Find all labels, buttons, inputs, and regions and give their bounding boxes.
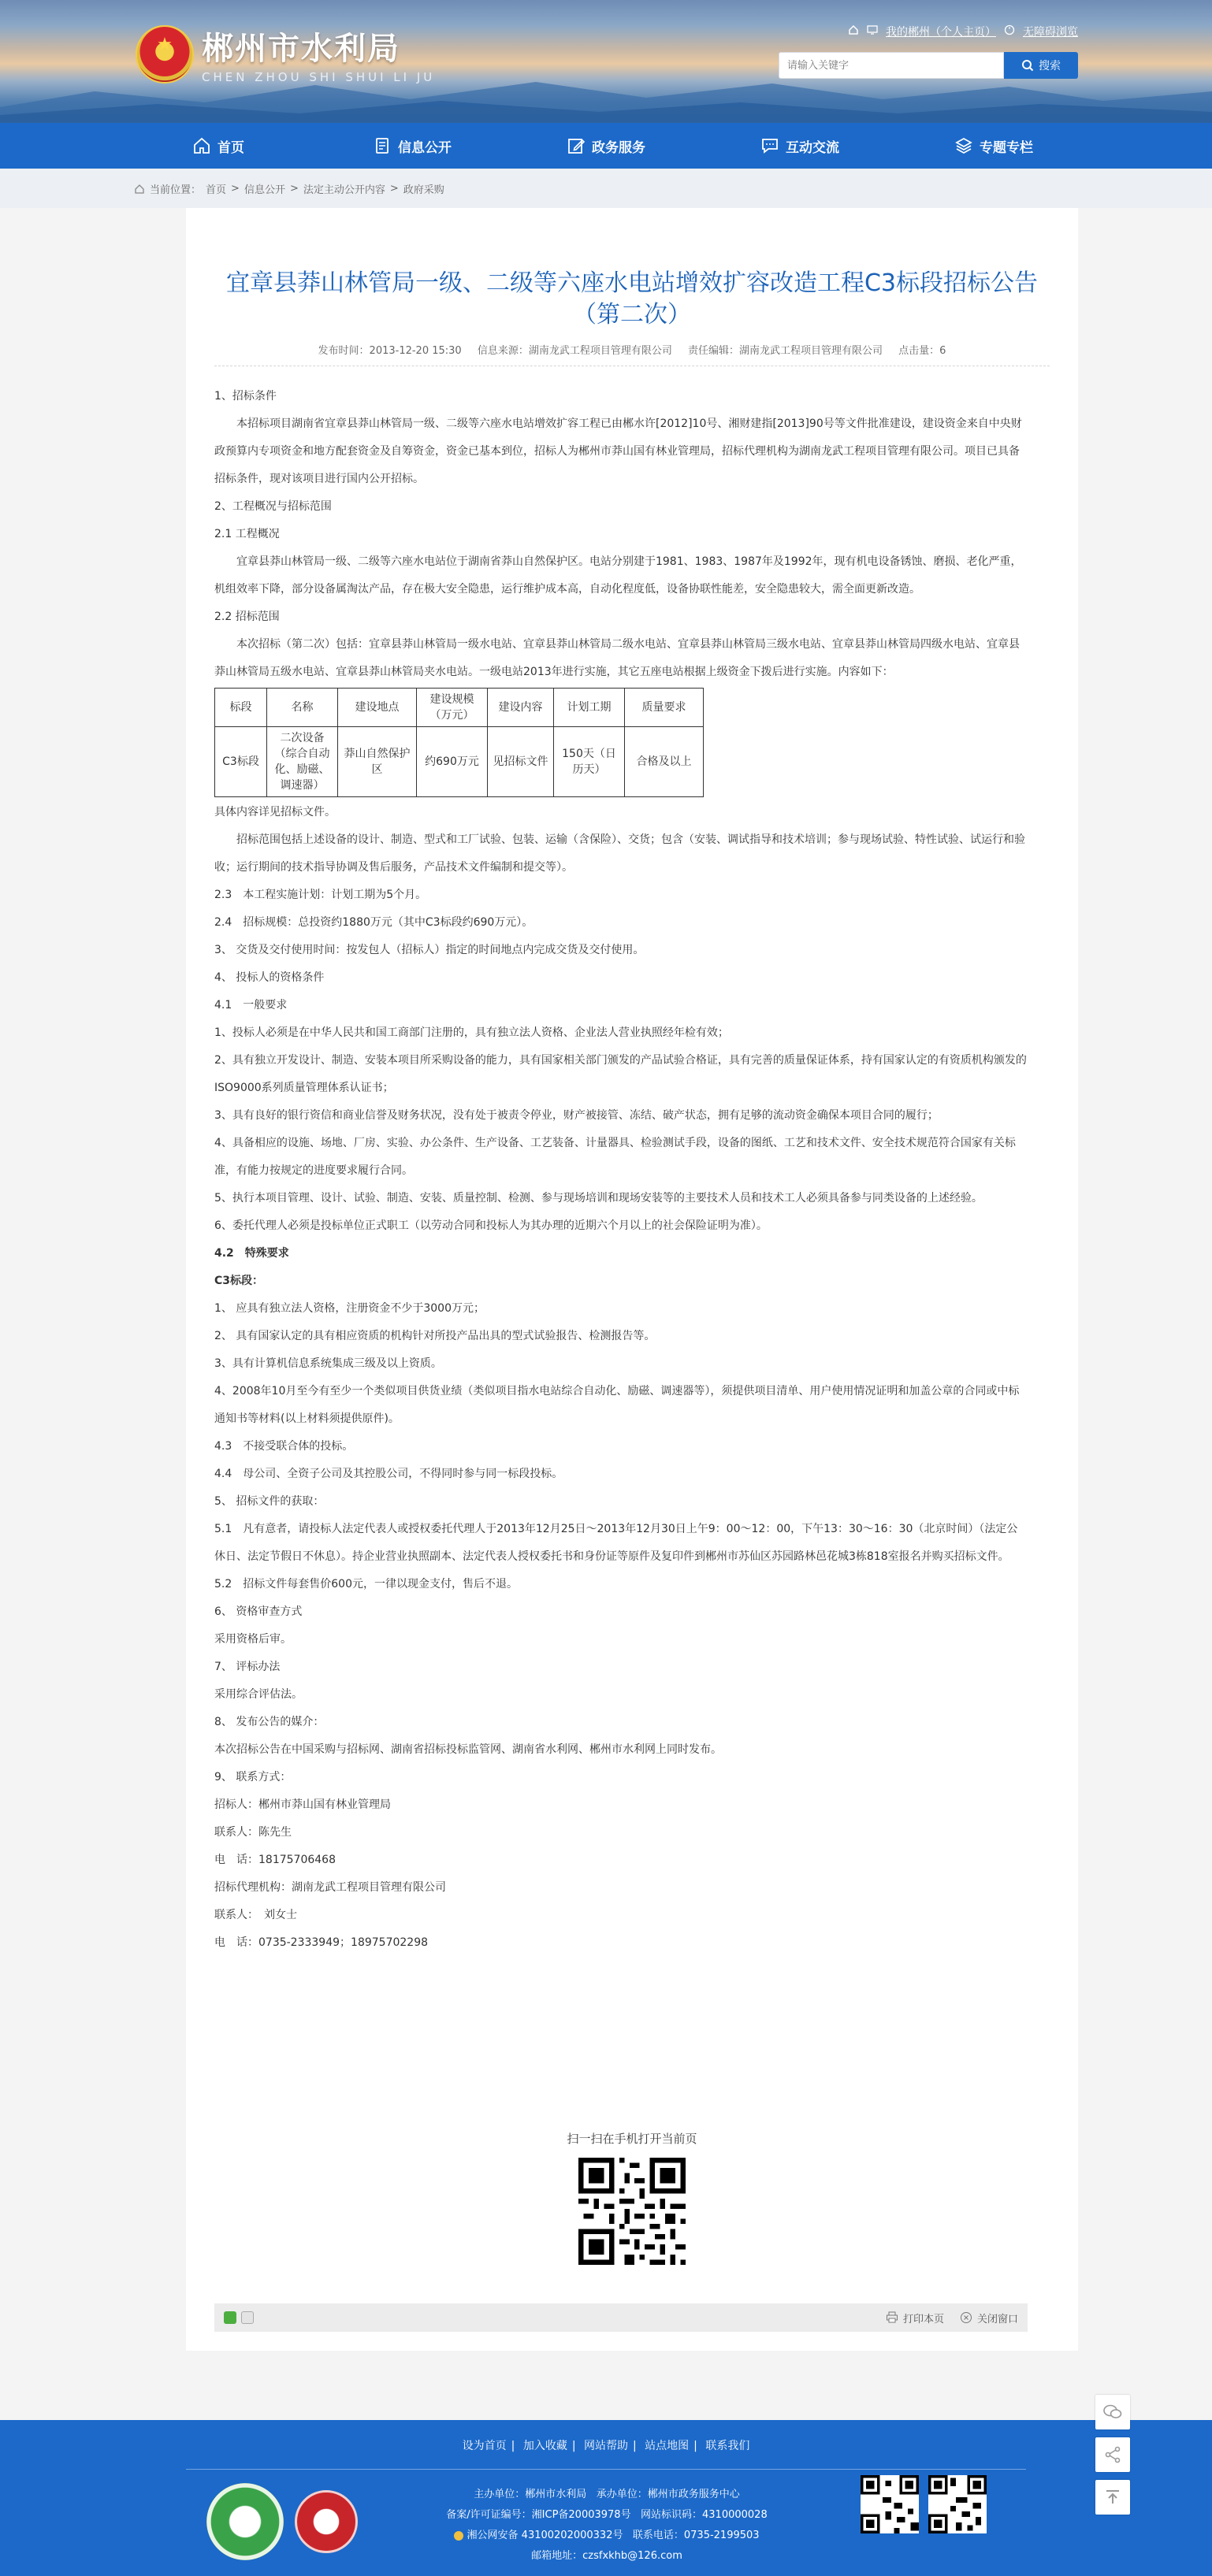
paragraph: 4.3 不接受联合体的投标。 <box>214 1440 354 1453</box>
paragraph: 电 话：18175706468 <box>214 1854 336 1866</box>
paragraph: 2.4 招标规模：总投资约1880万元（其中C3标段约690万元）。 <box>214 916 534 929</box>
wechat-icon <box>1102 2402 1123 2422</box>
nav-item-gov-services[interactable] <box>509 123 703 169</box>
table-header: 建设地点 <box>338 689 417 727</box>
footer-divider <box>186 2469 1026 2470</box>
paragraph: 采用综合评估法。 <box>214 1688 303 1701</box>
my-chenzhou-link[interactable]: 我的郴州（个人主页） <box>886 26 996 39</box>
paragraph: 1、招标条件 <box>214 390 277 403</box>
paragraph: 6、委托代理人必须是投标单位正式职工（以劳动合同和投标人为其办理的近期六个月以上的社会保险证明为准）。 <box>214 1219 768 1232</box>
floating-side-tools <box>1095 2395 1130 2515</box>
paragraph: 1、 应具有独立法人资格，注册资金不少于3000万元； <box>214 1302 485 1315</box>
printer-icon <box>886 2311 898 2324</box>
article-toolbar <box>214 2303 1028 2332</box>
footer-qr-codes <box>861 2475 987 2533</box>
table-header: 计划工期 <box>554 689 625 727</box>
qr-code-icon <box>578 2158 686 2265</box>
paragraph: 具体内容详见招标文件。 <box>214 806 336 818</box>
breadcrumb-prefix: 当前位置： <box>150 184 202 196</box>
breadcrumb-item[interactable]: 法定主动公开内容 <box>303 184 385 196</box>
paragraph: 招标代理机构：湖南龙武工程项目管理有限公司 <box>214 1881 446 1894</box>
print-label: 打印本页 <box>902 2313 944 2325</box>
paragraph: 4.1 一般要求 <box>214 999 288 1011</box>
footer-link-favorite[interactable]: 加入收藏 <box>522 2440 567 2452</box>
main-nav <box>0 123 1212 169</box>
paragraph: 2.3 本工程实施计划：计划工期为5个月。 <box>214 889 427 901</box>
home-icon[interactable] <box>848 24 859 39</box>
paragraph: 本招标项目湖南省宜章县莽山林管局一级、二级等六座水电站增效扩容工程已由郴水许[2012]10号、湘财建指[2013]90号等文件批准建设，建设资金来自中央财政预算内专项资金和地方配套资金及自筹资金，资金已基本到位，招标人为郴州市莽山国有林业管理局，招标代理机构为湖南龙武工程项目管理有限公司。项目已具备招标条件，现对该项目进行国内公开招标。 <box>214 418 1022 485</box>
article-container <box>186 208 1078 2351</box>
footer-link-sitemap[interactable]: 站点地图 <box>645 2440 690 2452</box>
share-float-button[interactable] <box>1095 2437 1130 2472</box>
qr-section <box>186 2130 1078 2268</box>
gov-site-badge-icon[interactable] <box>206 2483 284 2560</box>
national-emblem-icon: ★ <box>136 25 194 84</box>
footer-email: 邮箱地址：czsfxkhb@126.com <box>531 2550 682 2562</box>
table-header-row <box>215 689 704 727</box>
home-icon <box>192 136 211 155</box>
paragraph: 招标范围包括上述设备的设计、制造、型式和工厂试验、包装、运输（含保险）、交货；包含（安装、调试指导和技术培训；参与现场试验、特性试验、试运行和验收；运行期间的技术指导协调及售后服务，产品技术文件编制和提交等）。 <box>214 833 1025 874</box>
breadcrumb-item[interactable]: 政府采购 <box>403 184 444 196</box>
paragraph: 3、 交货及交付使用时间：按发包人（招标人）指定的时间地点内完成交货及交付使用。 <box>214 944 645 956</box>
nav-item-label: 专题专栏 <box>980 139 1033 156</box>
paragraph: 采用资格后审。 <box>214 1633 292 1646</box>
footer-organizer: 承办单位：郴州市政务服务中心 <box>596 2489 740 2500</box>
paragraph: 2、具有独立开发设计、制造、安装本项目所采购设备的能力，具有国家相关部门颁发的产品试验合格证，具有完善的质量保证体系，持有国家认定的有资质机构颁发的ISO9000系列质量管理体系认证书； <box>214 1054 1027 1094</box>
paragraph: 联系人：陈先生 <box>214 1826 292 1839</box>
paragraph: 联系人： 刘女士 <box>214 1909 297 1921</box>
table-cell: C3标段 <box>215 727 267 797</box>
nav-item-special-topics[interactable] <box>897 123 1091 169</box>
paragraph: 5、执行本项目管理、设计、试验、制造、安装、质量控制、检测、参与现场培训和现场安装等的主要技术人员和技术工人必须具备参与同类设备的上述经验。 <box>214 1192 983 1204</box>
paragraph: 4、2008年10月至今有至少一个类似项目供货业绩（类似项目指水电站综合自动化、励磁、调速器等），须提供项目清单、用户使用情况证明和加盖公章的合同或中标通知书等材料(以上材料须提供原件)。 <box>214 1385 1020 1425</box>
info-source: 信息来源：湖南龙武工程项目管理有限公司 <box>477 345 672 357</box>
click-count: 点击量：6 <box>898 345 946 357</box>
table-header: 质量要求 <box>625 689 704 727</box>
footer-badges <box>206 2483 358 2560</box>
paragraph: 4、 投标人的资格条件 <box>214 971 325 984</box>
wechat-float-button[interactable] <box>1095 2395 1130 2429</box>
paragraph: 5、 招标文件的获取： <box>214 1495 325 1508</box>
footer-phone: 联系电话：0735-2199503 <box>632 2530 760 2541</box>
table-header: 标段 <box>215 689 267 727</box>
back-to-top-button[interactable] <box>1095 2480 1130 2515</box>
edit-icon <box>567 136 586 155</box>
nav-item-home[interactable] <box>121 123 315 169</box>
paragraph: 6、 资格审查方式 <box>214 1605 303 1618</box>
table-cell: 见招标文件 <box>488 727 554 797</box>
article-title: 宜章县莽山林管局一级、二级等六座水电站增效扩容改造工程C3标段招标公告（第二次） <box>225 269 1039 328</box>
breadcrumb-bar <box>0 169 1212 208</box>
police-badge-icon <box>454 2531 463 2541</box>
paragraph: C3标段： <box>214 1275 264 1287</box>
paragraph: 7、 评标办法 <box>214 1661 281 1673</box>
breadcrumb: 当前位置： 首页 > 信息公开 > 法定主动公开内容 > 政府采购 <box>134 181 444 196</box>
paragraph: 3、具有计算机信息系统集成三级及以上资质。 <box>214 1357 442 1370</box>
paragraph: 2、 具有国家认定的具有相应资质的机构针对所投产品出具的型式试验报告、检测报告等。 <box>214 1330 656 1342</box>
paragraph: 5.1 凡有意者，请投标人法定代表人或授权委托代理人于2013年12月25日～2013年12月30日上午9：00～12：00，下午13：30～16：30（北京时间）（法定公休日、法定节假日不休息）。持企业营业执照副本、法定代表人授权委托书和身份证等原件及复印件到郴州市苏仙区苏园路林邑花城3栋818室报名并购买招标文件。 <box>214 1523 1018 1563</box>
paragraph: 3、具有良好的银行资信和商业信誉及财务状况，没有处于被责令停业，财产被接管、冻结、破产状态，拥有足够的流动资金确保本项目合同的履行； <box>214 1109 939 1122</box>
bid-section-table <box>214 688 704 797</box>
search-input[interactable] <box>779 52 1004 79</box>
close-window-button[interactable] <box>960 2311 1018 2325</box>
search-button-label: 搜索 <box>1039 60 1061 72</box>
paragraph: 8、 发布公告的媒介： <box>214 1716 325 1728</box>
home-icon <box>134 184 145 195</box>
footer-host: 主办单位：郴州市水利局 <box>474 2489 587 2500</box>
breadcrumb-item[interactable]: 首页 <box>206 184 227 196</box>
accessibility-icon <box>1004 24 1015 39</box>
paragraph: 招标人：郴州市莽山国有林业管理局 <box>214 1798 391 1811</box>
top-links <box>848 24 1078 39</box>
layers-icon <box>954 136 973 155</box>
paragraph: 9、 联系方式： <box>214 1771 292 1784</box>
nav-item-info-disclosure[interactable] <box>315 123 509 169</box>
close-icon <box>960 2311 972 2324</box>
footer-links: 设为首页 | 加入收藏 | 网站帮助 | 站点地图 | 联系我们 <box>462 2440 750 2452</box>
footer-link-contact[interactable]: 联系我们 <box>705 2440 750 2452</box>
app-qr-code-icon <box>928 2475 987 2533</box>
search-button[interactable] <box>1004 52 1078 79</box>
table-cell: 合格及以上 <box>625 727 704 797</box>
footer-site-code: 网站标识码：4310000028 <box>641 2509 768 2521</box>
wechat-qr-code-icon <box>861 2475 919 2533</box>
footer-link-help[interactable]: 网站帮助 <box>584 2440 628 2452</box>
nav-item-label: 政务服务 <box>592 139 645 156</box>
site-header <box>0 0 1212 123</box>
share-icons <box>224 2311 254 2324</box>
close-label: 关闭窗口 <box>976 2313 1018 2325</box>
footer-link-set-home[interactable]: 设为首页 <box>462 2440 507 2452</box>
paragraph: 5.2 招标文件每套售价600元，一律以现金支付，售后不退。 <box>214 1578 518 1591</box>
print-button[interactable] <box>886 2311 944 2325</box>
article-body <box>214 383 1028 1957</box>
paragraph: 4.2 特殊要求 <box>214 1247 289 1260</box>
footer-info <box>410 2485 804 2567</box>
nav-item-label: 互动交流 <box>786 139 839 156</box>
article-meta <box>217 342 1047 357</box>
qr-caption: 扫一扫在手机打开当前页 <box>567 2132 697 2146</box>
paragraph: 2.1 工程概况 <box>214 528 280 540</box>
paragraph: 1、投标人必须是在中华人民共和国工商部门注册的，具有独立法人资格、企业法人营业执照经年检有效； <box>214 1026 729 1039</box>
table-cell: 约690万元 <box>417 727 488 797</box>
nav-item-label: 信息公开 <box>398 139 452 156</box>
paragraph: 2、工程概况与招标范围 <box>214 500 332 513</box>
paragraph: 4.4 母公司、全资子公司及其控股公司，不得同时参与同一标段投标。 <box>214 1468 563 1480</box>
qzone-share-icon[interactable] <box>241 2311 254 2324</box>
table-cell: 莽山自然保护区 <box>338 727 417 797</box>
table-header: 建设内容 <box>488 689 554 727</box>
paragraph: 2.2 招标范围 <box>214 611 280 623</box>
table-cell: 二次设备（综合自动化、励磁、调速器） <box>267 727 338 797</box>
breadcrumb-item[interactable]: 信息公开 <box>244 184 285 196</box>
table-header: 名称 <box>267 689 338 727</box>
search-icon <box>1021 59 1034 72</box>
paragraph: 本次招标（第二次）包括：宜章县莽山林管局一级水电站、宜章县莽山林管局二级水电站、宜章县莽山林管局三级水电站、宜章县莽山林管局四级水电站、宜章县莽山林管局五级水电站、宜章县莽山林管局夹水电站。一级电站2013年进行实施，其它五座电站根据上级资金下拨后进行实施。内容如下： <box>214 638 1020 678</box>
table-row <box>215 727 704 797</box>
table-header: 建设规模（万元） <box>417 689 488 727</box>
paragraph: 宜章县莽山林管局一级、二级等六座水电站位于湖南省莽山自然保护区。电站分别建于1981、1983、1987年及1992年，现有机电设备锈蚀、磨损、老化严重，机组效率下降，部分设备属淘汰产品，存在极大安全隐患，运行维护成本高，自动化程度低，设备协联性能差，安全隐患较大，需全面更新改造。 <box>214 555 1022 596</box>
nav-item-label: 首页 <box>217 139 244 156</box>
paragraph: 4、具备相应的设施、场地、厂房、实验、办公条件、生产设备、工艺装备、计量器具、检验测试手段，设备的图纸、工艺和技术文件、安全技术规范符合国家有关标准，有能力按规定的进度要求履行合同。 <box>214 1137 1016 1177</box>
monitor-icon <box>867 24 878 39</box>
footer-icp[interactable]: 备案/许可证编号：湘ICP备20003978号 <box>446 2509 631 2521</box>
site-title: 郴州市水利局 <box>202 31 400 67</box>
accessibility-link[interactable]: 无障碍浏览 <box>1023 26 1078 39</box>
nav-item-interaction[interactable] <box>703 123 897 169</box>
share-icon <box>1103 2445 1122 2464</box>
paragraph: 本次招标公告在中国采购与招标网、湖南省招标投标监管网、湖南省水利网、郴州市水利网上同时发布。 <box>214 1743 722 1756</box>
paragraph: 电 话：0735-2333949；18975702298 <box>214 1936 429 1949</box>
wechat-share-icon[interactable] <box>224 2311 236 2324</box>
publish-date: 发布时间：2013-12-20 15:30 <box>318 345 462 357</box>
site-logo[interactable] <box>136 24 435 84</box>
error-report-badge-icon[interactable] <box>295 2490 358 2553</box>
site-footer <box>0 2420 1212 2576</box>
document-icon <box>373 136 392 155</box>
footer-police[interactable]: 湘公网安备 43100202000332号 <box>467 2530 623 2541</box>
chat-icon <box>760 136 779 155</box>
editor: 责任编辑：湖南龙武工程项目管理有限公司 <box>688 345 883 357</box>
search-box <box>779 52 1078 79</box>
table-cell: 150天（日历天） <box>554 727 625 797</box>
arrow-up-icon <box>1103 2488 1122 2507</box>
site-subtitle: CHEN ZHOU SHI SHUI LI JU <box>202 70 436 84</box>
